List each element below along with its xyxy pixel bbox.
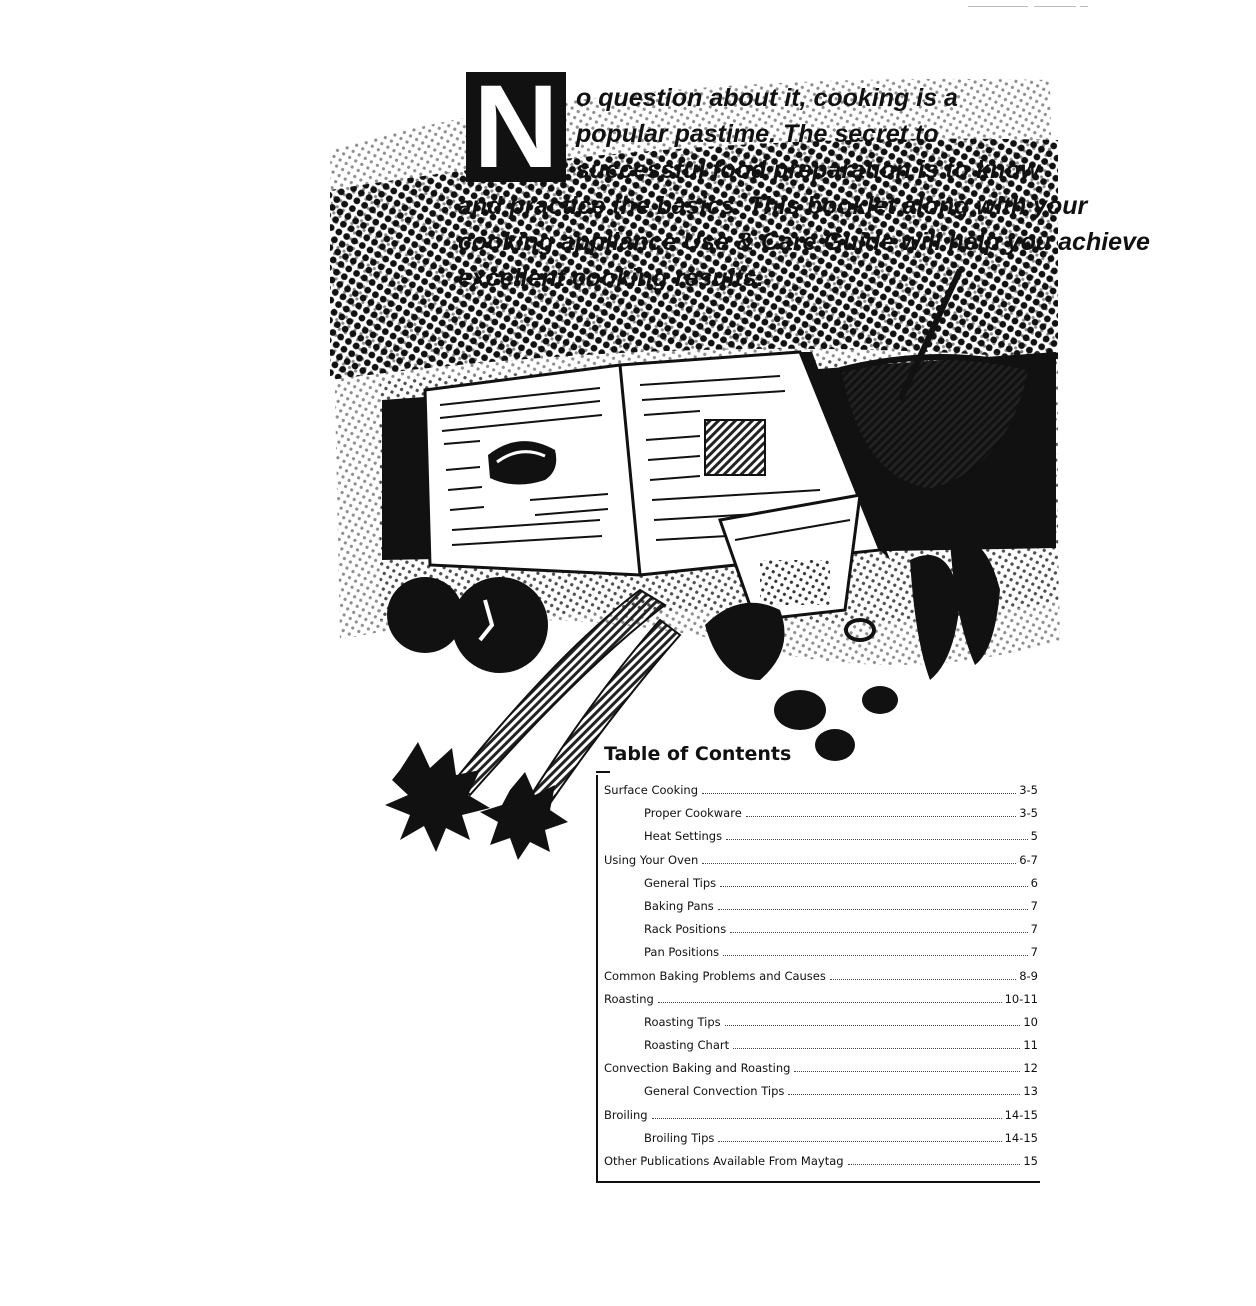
toc-dot-leader <box>830 979 1016 980</box>
intro-line: o question about it, cooking is a <box>576 84 958 112</box>
toc-entry-page: 7 <box>1030 945 1038 960</box>
toc-entry-label: Pan Positions <box>644 945 720 960</box>
toc-entry <box>604 1154 1040 1177</box>
toc-entry-label: Roasting <box>604 991 654 1006</box>
toc-entry-label: Broiling <box>604 1107 648 1122</box>
toc-dot-leader <box>726 839 1028 840</box>
toc-entry <box>604 992 1040 1015</box>
toc-entry-page: 6-7 <box>1019 852 1038 867</box>
toc-entry-label: Roasting Tips <box>644 1014 721 1029</box>
toc-dot-leader <box>652 1118 1002 1119</box>
intro-line: and practice the basics. This booklet along with your <box>458 192 1088 220</box>
toc-entry-page: 13 <box>1023 1084 1038 1099</box>
toc-entry-page: 7 <box>1030 898 1038 913</box>
intro-line: popular pastime. The secret to <box>576 120 939 148</box>
toc-entry <box>604 1084 1040 1107</box>
toc-dot-leader <box>794 1071 1020 1072</box>
intro-dropcap: N <box>466 72 566 182</box>
toc-dot-leader <box>723 955 1027 956</box>
toc-entry <box>604 806 1040 829</box>
toc-entry-page: 6 <box>1030 875 1038 890</box>
toc-title: Table of Contents <box>604 743 792 765</box>
toc-entry <box>604 969 1040 992</box>
toc-entry-page: 3-5 <box>1019 783 1038 797</box>
toc-dot-leader <box>733 1048 1020 1049</box>
toc-entry <box>604 829 1040 852</box>
toc-entry <box>604 1108 1040 1131</box>
toc-entry-page: 12 <box>1023 1061 1038 1076</box>
toc-entry <box>604 1015 1040 1038</box>
toc-dot-leader <box>746 816 1016 817</box>
toc-entry-label: Roasting Chart <box>644 1038 730 1053</box>
toc-dot-leader <box>702 863 1016 864</box>
toc-entry <box>604 922 1040 945</box>
toc-dot-leader <box>720 886 1028 887</box>
toc-entry <box>604 783 1040 806</box>
toc-list <box>598 775 1040 1177</box>
table-of-contents <box>596 775 1040 1183</box>
toc-dot-leader <box>730 932 1027 933</box>
intro-line: excellent cooking results. <box>458 264 764 292</box>
toc-entry-page: 10 <box>1023 1014 1038 1029</box>
intro-line: successful food preparation is to know <box>576 156 1040 184</box>
toc-entry-label: General Tips <box>644 875 717 890</box>
intro-paragraph <box>458 80 1150 296</box>
toc-dot-leader <box>718 1141 1001 1142</box>
toc-entry-page: 15 <box>1023 1154 1038 1168</box>
toc-dot-leader <box>658 1002 1002 1003</box>
toc-entry <box>604 853 1040 876</box>
toc-dot-leader <box>718 909 1028 910</box>
toc-entry-label: Rack Positions <box>644 922 727 937</box>
toc-entry-label: Using Your Oven <box>604 852 699 867</box>
toc-dot-leader <box>725 1025 1021 1026</box>
intro-line: cooking appliance Use & Care Guide will help you achieve <box>458 228 1150 256</box>
toc-entry <box>604 876 1040 899</box>
toc-entry-label: Heat Settings <box>644 829 723 844</box>
toc-entry <box>604 1131 1040 1154</box>
toc-entry-label: Baking Pans <box>644 898 714 913</box>
toc-entry-page: 14-15 <box>1004 1130 1038 1145</box>
toc-entry <box>604 945 1040 968</box>
toc-entry <box>604 1061 1040 1084</box>
toc-dot-leader <box>702 793 1016 794</box>
toc-entry-label: Common Baking Problems and Causes <box>604 968 826 983</box>
toc-entry <box>604 1038 1040 1061</box>
toc-entry-page: 8-9 <box>1019 968 1038 983</box>
toc-entry-page: 10-11 <box>1004 991 1038 1006</box>
toc-entry-page: 11 <box>1023 1038 1038 1053</box>
toc-entry-label: Surface Cooking <box>604 783 699 797</box>
toc-entry-label: Broiling Tips <box>644 1130 715 1145</box>
toc-entry-label: Convection Baking and Roasting <box>604 1061 791 1076</box>
toc-entry-page: 5 <box>1030 829 1038 844</box>
toc-entry-page: 14-15 <box>1004 1107 1038 1122</box>
toc-corner-rule <box>596 771 610 773</box>
tomatoes <box>387 577 548 673</box>
toc-entry-page: 7 <box>1030 922 1038 937</box>
toc-dot-leader <box>788 1094 1020 1095</box>
toc-entry <box>604 899 1040 922</box>
toc-dot-leader <box>848 1164 1021 1165</box>
toc-entry-label: General Convection Tips <box>644 1084 785 1099</box>
toc-entry-label: Other Publications Available From Maytag <box>604 1154 844 1168</box>
toc-entry-label: Proper Cookware <box>644 806 742 821</box>
toc-entry-page: 3-5 <box>1019 806 1038 821</box>
